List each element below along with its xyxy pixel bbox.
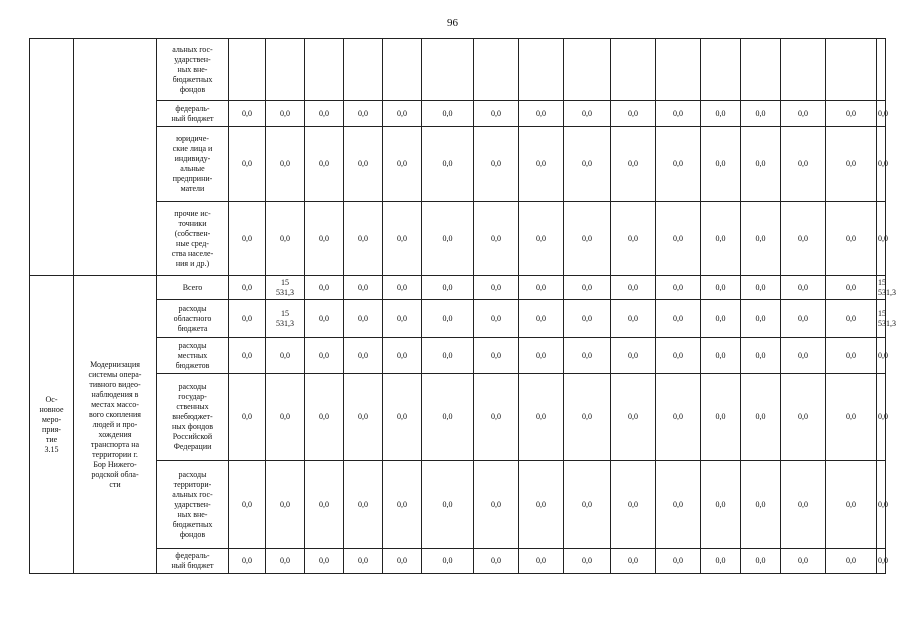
value-cell: 0,0 xyxy=(305,101,344,127)
value-cell: 0,0 xyxy=(826,127,877,202)
value-cell: 0,0 xyxy=(229,461,266,549)
value-cell: 0,0 xyxy=(519,300,564,338)
value-cell: 0,0 xyxy=(305,549,344,574)
value-cell xyxy=(741,39,781,101)
value-cell: 0,0 xyxy=(344,374,383,461)
table-row xyxy=(30,276,886,300)
continued-group-cell xyxy=(30,39,74,276)
value-cell: 0,0 xyxy=(474,101,519,127)
value-cell: 0,0 xyxy=(611,276,656,300)
value-cell xyxy=(826,39,877,101)
value-cell xyxy=(519,39,564,101)
value-cell xyxy=(781,39,826,101)
value-cell xyxy=(701,39,741,101)
value-cell: 0,0 xyxy=(383,127,422,202)
value-cell xyxy=(877,39,886,101)
value-cell: 0,0 xyxy=(474,461,519,549)
value-cell: 0,0 xyxy=(305,374,344,461)
value-cell: 0,0 xyxy=(564,549,611,574)
value-cell: 0,0 xyxy=(781,127,826,202)
value-cell: 0,0 xyxy=(656,300,701,338)
value-cell: 0,0 xyxy=(611,127,656,202)
table-row xyxy=(30,374,886,461)
value-cell: 0,0 xyxy=(344,101,383,127)
value-cell: 0,0 xyxy=(826,101,877,127)
value-cell: 0,0 xyxy=(474,127,519,202)
value-cell xyxy=(305,39,344,101)
value-cell: 0,0 xyxy=(741,202,781,276)
value-cell: 0,0 xyxy=(422,276,474,300)
value-cell: 0,0 xyxy=(519,374,564,461)
value-cell: 0,0 xyxy=(383,101,422,127)
value-cell: 0,0 xyxy=(826,374,877,461)
value-cell: 0,0 xyxy=(383,202,422,276)
value-cell: 0,0 xyxy=(611,374,656,461)
value-cell: 0,0 xyxy=(656,461,701,549)
value-cell: 15 531,3 xyxy=(877,276,886,300)
value-cell: 0,0 xyxy=(383,300,422,338)
value-cell: 0,0 xyxy=(422,300,474,338)
continued-description-cell xyxy=(74,39,157,276)
value-cell: 0,0 xyxy=(229,101,266,127)
value-cell: 0,0 xyxy=(383,276,422,300)
value-cell: 0,0 xyxy=(422,461,474,549)
value-cell: 0,0 xyxy=(229,127,266,202)
value-cell: 0,0 xyxy=(519,276,564,300)
value-cell: 0,0 xyxy=(422,202,474,276)
value-cell: 0,0 xyxy=(877,461,886,549)
value-cell: 0,0 xyxy=(877,374,886,461)
value-cell: 0,0 xyxy=(383,374,422,461)
value-cell: 0,0 xyxy=(701,338,741,374)
value-cell: 0,0 xyxy=(474,549,519,574)
value-cell: 0,0 xyxy=(781,549,826,574)
value-cell: 0,0 xyxy=(344,127,383,202)
value-cell: 0,0 xyxy=(474,276,519,300)
value-cell xyxy=(474,39,519,101)
value-cell: 15 531,3 xyxy=(266,276,305,300)
funding-source-cell: расходы областного бюджета xyxy=(157,300,229,338)
page-number: 96 xyxy=(447,17,458,29)
value-cell: 0,0 xyxy=(519,202,564,276)
value-cell: 0,0 xyxy=(564,461,611,549)
value-cell: 0,0 xyxy=(305,461,344,549)
value-cell: 0,0 xyxy=(266,101,305,127)
value-cell: 0,0 xyxy=(826,202,877,276)
value-cell: 0,0 xyxy=(422,127,474,202)
value-cell: 0,0 xyxy=(781,276,826,300)
value-cell: 0,0 xyxy=(781,101,826,127)
value-cell: 0,0 xyxy=(656,101,701,127)
value-cell xyxy=(344,39,383,101)
value-cell: 0,0 xyxy=(611,101,656,127)
measure-label-cell: Ос- новное меро- прия- тие 3.15 xyxy=(30,276,74,574)
value-cell: 0,0 xyxy=(266,338,305,374)
funding-source-cell: расходы государ- ственных внебюджет- ных фондов Российской Федерации xyxy=(157,374,229,461)
value-cell: 0,0 xyxy=(305,202,344,276)
value-cell: 0,0 xyxy=(611,300,656,338)
value-cell: 0,0 xyxy=(564,276,611,300)
value-cell: 0,0 xyxy=(781,300,826,338)
value-cell: 0,0 xyxy=(344,202,383,276)
value-cell: 0,0 xyxy=(656,549,701,574)
value-cell: 15 531,3 xyxy=(877,300,886,338)
table-row xyxy=(30,549,886,574)
measure-description-cell: Модернизация системы опера- тивного видео- наблюдения в местах массо- вого скопления людей и про- хождения транспорта на территории г. Бор Нижего- родской обла- сти xyxy=(74,276,157,574)
table-row xyxy=(30,127,886,202)
value-cell: 0,0 xyxy=(656,202,701,276)
value-cell: 0,0 xyxy=(781,338,826,374)
value-cell: 0,0 xyxy=(344,338,383,374)
value-cell: 0,0 xyxy=(344,549,383,574)
value-cell: 0,0 xyxy=(229,338,266,374)
value-cell: 0,0 xyxy=(656,374,701,461)
value-cell: 0,0 xyxy=(266,461,305,549)
funding-source-cell: расходы местных бюджетов xyxy=(157,338,229,374)
value-cell: 0,0 xyxy=(422,374,474,461)
value-cell: 0,0 xyxy=(701,202,741,276)
value-cell: 0,0 xyxy=(519,101,564,127)
value-cell: 0,0 xyxy=(877,202,886,276)
value-cell: 0,0 xyxy=(266,202,305,276)
value-cell: 0,0 xyxy=(741,549,781,574)
value-cell: 0,0 xyxy=(877,101,886,127)
table-row xyxy=(30,300,886,338)
value-cell: 0,0 xyxy=(877,127,886,202)
value-cell: 0,0 xyxy=(701,549,741,574)
value-cell: 0,0 xyxy=(701,127,741,202)
value-cell xyxy=(422,39,474,101)
value-cell: 0,0 xyxy=(564,101,611,127)
funding-source-cell: прочие ис- точники (собствен- ные сред- ства населе- ния и др.) xyxy=(157,202,229,276)
funding-source-cell: федераль- ный бюджет xyxy=(157,101,229,127)
value-cell: 0,0 xyxy=(519,338,564,374)
value-cell: 0,0 xyxy=(383,338,422,374)
value-cell: 0,0 xyxy=(564,202,611,276)
value-cell: 0,0 xyxy=(826,338,877,374)
value-cell: 0,0 xyxy=(701,374,741,461)
value-cell: 0,0 xyxy=(229,374,266,461)
value-cell: 0,0 xyxy=(474,202,519,276)
value-cell: 0,0 xyxy=(519,127,564,202)
value-cell: 0,0 xyxy=(519,461,564,549)
value-cell: 0,0 xyxy=(564,300,611,338)
value-cell: 0,0 xyxy=(344,300,383,338)
value-cell: 0,0 xyxy=(229,300,266,338)
value-cell: 0,0 xyxy=(474,374,519,461)
value-cell: 0,0 xyxy=(741,374,781,461)
value-cell xyxy=(229,39,266,101)
value-cell: 0,0 xyxy=(229,549,266,574)
funding-source-cell: Всего xyxy=(157,276,229,300)
value-cell: 0,0 xyxy=(564,374,611,461)
value-cell: 0,0 xyxy=(474,338,519,374)
value-cell: 0,0 xyxy=(266,127,305,202)
value-cell: 0,0 xyxy=(266,374,305,461)
value-cell: 0,0 xyxy=(519,549,564,574)
value-cell: 0,0 xyxy=(383,461,422,549)
value-cell: 0,0 xyxy=(826,300,877,338)
table-row xyxy=(30,101,886,127)
value-cell: 0,0 xyxy=(474,300,519,338)
value-cell: 0,0 xyxy=(344,276,383,300)
budget-table xyxy=(29,38,896,574)
value-cell: 0,0 xyxy=(383,549,422,574)
value-cell: 0,0 xyxy=(826,276,877,300)
value-cell: 0,0 xyxy=(741,300,781,338)
value-cell: 0,0 xyxy=(564,338,611,374)
value-cell: 0,0 xyxy=(656,338,701,374)
value-cell: 0,0 xyxy=(781,461,826,549)
value-cell xyxy=(656,39,701,101)
table-row xyxy=(30,39,886,101)
value-cell: 0,0 xyxy=(877,338,886,374)
value-cell: 0,0 xyxy=(344,461,383,549)
value-cell: 0,0 xyxy=(741,276,781,300)
value-cell: 0,0 xyxy=(656,276,701,300)
value-cell: 0,0 xyxy=(826,549,877,574)
funding-source-cell: альных гос- ударствен- ных вне- бюджетных фондов xyxy=(157,39,229,101)
value-cell xyxy=(266,39,305,101)
value-cell: 0,0 xyxy=(422,338,474,374)
funding-source-cell: федераль- ный бюджет xyxy=(157,549,229,574)
value-cell: 0,0 xyxy=(611,202,656,276)
value-cell: 0,0 xyxy=(422,549,474,574)
table-row xyxy=(30,338,886,374)
table-row xyxy=(30,461,886,549)
value-cell xyxy=(611,39,656,101)
value-cell: 0,0 xyxy=(564,127,611,202)
table-row xyxy=(30,202,886,276)
value-cell: 0,0 xyxy=(656,127,701,202)
value-cell: 0,0 xyxy=(305,300,344,338)
value-cell: 0,0 xyxy=(305,127,344,202)
funding-source-cell: юридиче- ские лица и индивиду- альные предприни- матели xyxy=(157,127,229,202)
value-cell xyxy=(564,39,611,101)
value-cell: 0,0 xyxy=(305,338,344,374)
value-cell: 0,0 xyxy=(701,461,741,549)
value-cell: 0,0 xyxy=(229,276,266,300)
value-cell: 0,0 xyxy=(422,101,474,127)
value-cell: 0,0 xyxy=(741,461,781,549)
value-cell: 0,0 xyxy=(701,276,741,300)
value-cell: 0,0 xyxy=(266,549,305,574)
value-cell: 0,0 xyxy=(701,300,741,338)
value-cell: 0,0 xyxy=(877,549,886,574)
value-cell: 0,0 xyxy=(611,461,656,549)
value-cell: 0,0 xyxy=(305,276,344,300)
value-cell: 0,0 xyxy=(701,101,741,127)
value-cell: 0,0 xyxy=(741,101,781,127)
value-cell: 0,0 xyxy=(781,202,826,276)
value-cell: 0,0 xyxy=(741,127,781,202)
value-cell: 0,0 xyxy=(229,202,266,276)
value-cell: 0,0 xyxy=(826,461,877,549)
value-cell xyxy=(383,39,422,101)
funding-source-cell: расходы территори- альных гос- ударствен- ных вне- бюджетных фондов xyxy=(157,461,229,549)
value-cell: 0,0 xyxy=(741,338,781,374)
value-cell: 0,0 xyxy=(611,549,656,574)
value-cell: 0,0 xyxy=(611,338,656,374)
value-cell: 0,0 xyxy=(781,374,826,461)
value-cell: 15 531,3 xyxy=(266,300,305,338)
